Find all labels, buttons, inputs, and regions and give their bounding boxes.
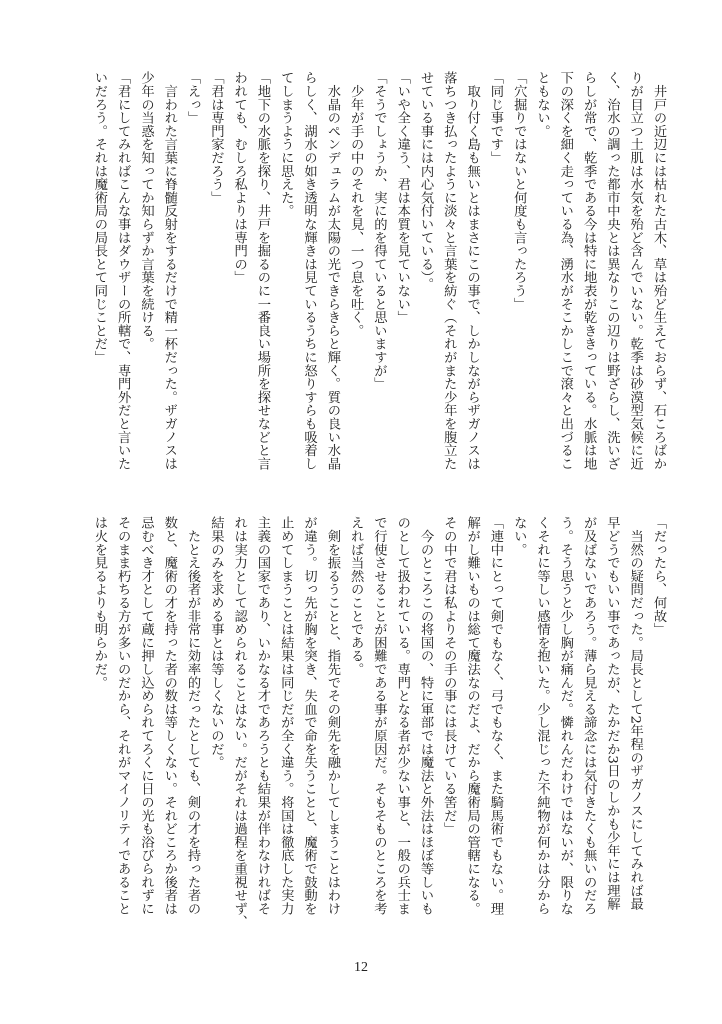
text-column: 井戸の近辺には枯れた古木、草は殆ど生えておらず、石ころばか	[651, 71, 666, 470]
page-number: 12	[354, 960, 368, 975]
text-column: う。そう思うと少し胸が痛んだ。憐れんだわけではないが、限りな	[557, 516, 573, 915]
bottom-text-block	[88, 516, 670, 934]
text-column: 忌むべき才として蔵に押し込められてろくに日の光も浴びられずに	[138, 516, 154, 915]
text-column: 取り付く島も無いとはまさにこの事で、しかしながらザガノスは	[464, 71, 480, 470]
text-column: 少年の当惑を知ってか知らずか言葉を続ける。	[138, 71, 154, 351]
text-column: 少年が手の中のそれを見、一つ息を吐く。	[348, 71, 364, 337]
text-column: てしまうように思えた。	[278, 71, 294, 218]
text-column: 当然の疑問だった。局長として2年程のザガノスにしてみれば最	[627, 516, 643, 911]
text-column: せている事には内心気付いている）。	[418, 71, 434, 291]
text-column: らしく、湖水の如き透明な輝きは見ているうちに怒りすらも吸着し	[301, 71, 317, 470]
text-column: ともない。	[534, 71, 550, 138]
text-column: 「だったら、何故」	[651, 516, 666, 636]
text-column: 言われた言葉に脊髄反射をするだけで精一杯だった。ザガノスは	[161, 71, 177, 470]
text-column: 「君は専門家だろう」	[208, 71, 224, 204]
text-column: れは実力として認められることはない。だがそれは過程を重視せず、	[231, 516, 247, 929]
text-column: 下の深くを細く走っている為、湧水がそこかしこで滾々と出づるこ	[557, 71, 573, 470]
text-column: たとえ後者が非常に効率的だったとしても、剣の才を持った者の	[185, 516, 201, 915]
text-column: ない。	[511, 516, 527, 556]
text-column: 「えっ」	[185, 71, 201, 125]
text-column: 結果のみを求める事とは等しくないのだ。	[208, 516, 224, 769]
text-column: その中で君は私よりその手の事には長けている筈だ」	[441, 516, 457, 836]
text-column: らしが常で、乾季である今は特に地表が乾ききっている。水脈は地	[581, 71, 597, 470]
text-column: りが目立つ土肌は水気を殆ど含んでいない。乾季は砂漠型気候に近	[627, 71, 643, 470]
text-column: われても、むしろ私よりは専門の」	[231, 71, 247, 284]
text-column: で行使させることが困難である事が原因だ。そもそものところを考	[371, 516, 387, 915]
text-column: く、治水の調った都市中央とは異なりこの辺りは野ざらし、洗いざ	[604, 71, 620, 470]
text-column: 解がし難いものは総て魔法なのだよ、だから魔術局の管轄になる。	[464, 516, 480, 915]
text-column: 落ちつき払ったように淡々と言葉を紡ぐ（それがまた少年を腹立た	[441, 71, 457, 470]
text-column: 今のところこの将国の、特に軍部では魔法と外法はほぼ等しいも	[418, 516, 434, 915]
text-column: が及ばないであろう。薄ら見える諦念には気付きたくも無いのだろ	[581, 516, 597, 915]
text-column: 「連中にとって剣でもなく、弓でもなく、また騎馬術でもない。理	[487, 516, 503, 915]
text-column: 数と、魔術の才を持った者の数は等しくない。それどころか後者は	[161, 516, 177, 915]
text-column: 「君にしてみればこんな事はダウザーの所轄で、専門外だと言いた	[115, 71, 131, 470]
text-column: は火を見るよりも明らかだ。	[91, 516, 107, 689]
text-column: いだろう。それは魔術局の局長とて同じことだ」	[91, 71, 107, 364]
text-column: が違う。切っ先が胸を突き、失血で命を失うことと、魔術で鼓動を	[301, 516, 317, 915]
text-column: 剣を振るうことと、指先でその剣先を融かしてしまうことはわけ	[324, 516, 340, 915]
text-column: 主義の国家であり、いかなる才であろうとも結果が伴わなければそ	[254, 516, 270, 915]
text-column: くそれに等しい感情を抱いた。少し混じった不純物が何かは分から	[534, 516, 550, 915]
text-column: そのまま朽ちる方が多いのだから、それがマイノリティであること	[115, 516, 131, 915]
text-column: 早どうでもいい事であったが、たかだか3日のしかも少年には理解	[604, 516, 620, 911]
text-column: 「いや全く違う、君は本質を見ていない」	[394, 71, 410, 324]
text-column: 「そうでしょうか、実に的を得ていると思いますが」	[371, 71, 387, 391]
text-column: のとして扱われている。専門となる者が少ない事と、一般の兵士ま	[394, 516, 410, 915]
text-column: 水晶のペンデュラムが太陽の光できらきらと輝く。質の良い水晶	[324, 71, 340, 470]
text-column: 止めてしまうことは結果は同じだが全く違う。将国は徹底した実力	[278, 516, 294, 915]
text-column: えれば当然のことである。	[348, 516, 364, 676]
top-text-block	[88, 71, 670, 489]
text-column: 「穴掘りではないと何度も言ったろう」	[511, 71, 527, 311]
text-column: 「同じ事です」	[487, 71, 503, 165]
text-column: 「地下の水脈を探り、井戸を掘るのに一番良い場所を探せなどと言	[254, 71, 270, 470]
